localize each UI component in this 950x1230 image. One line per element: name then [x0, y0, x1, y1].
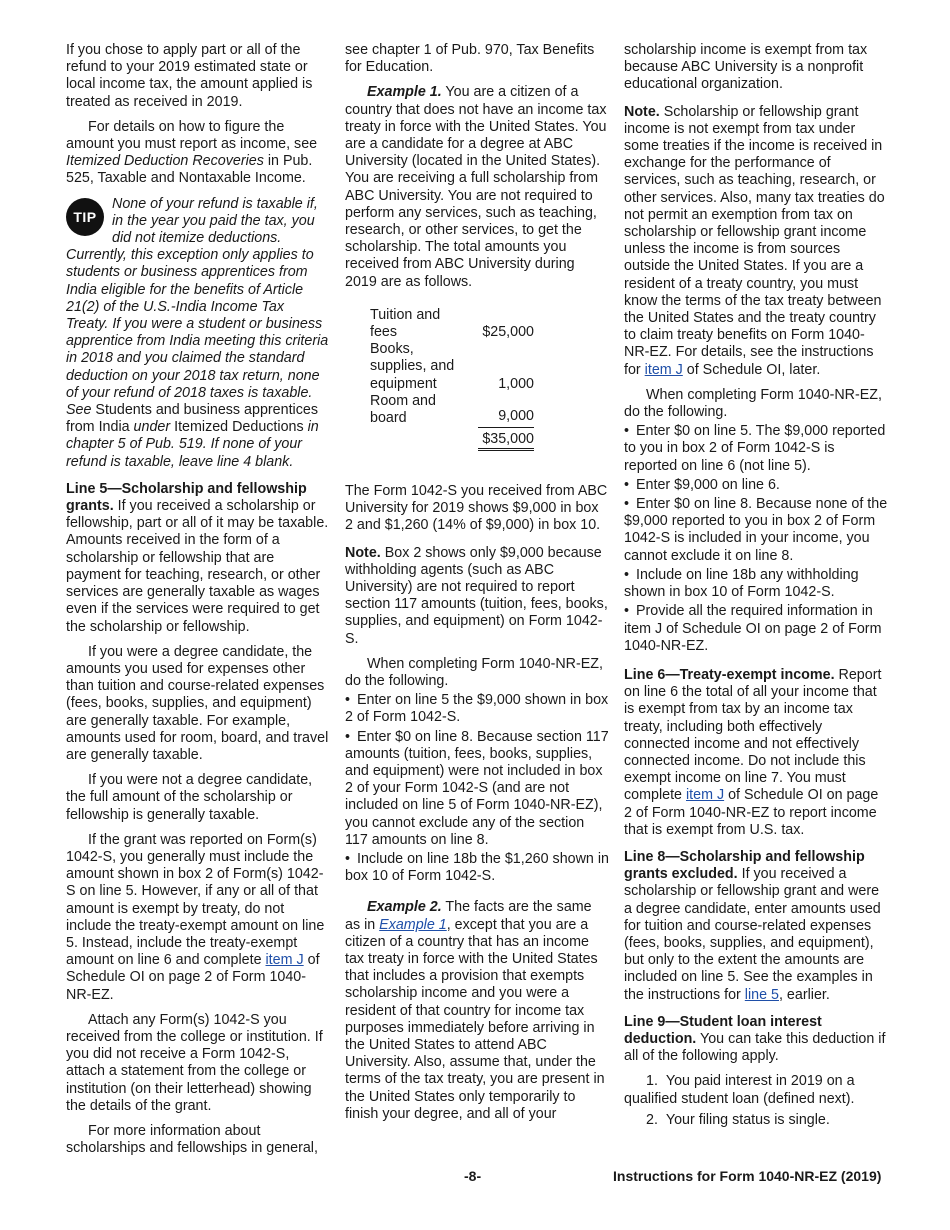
page-number: -8- — [464, 1168, 482, 1184]
form1042s-amounts-paragraph: The Form 1042-S you received from ABC University for 2019 shows $9,000 in box 2 and $1,260 (14% of $9,000) in box 10. — [345, 482, 608, 534]
treaty-note-paragraph: Note. Scholarship or fellowship grant income is not exempt from tax under some treaties if the income is received in exchange for the performance of services, such as teaching, research, or other services. Also, many tax treaties do not permit an exemption from tax on scholarship or fellowship grant income unless the income is from sources outside the United States. If you are a resident of a treaty country, you must know the terms of the tax treaty between the United States and the treaty country to claim treaty benefits on Form 1040-NR-EZ. For details, see the instructions for item J of Schedule OI, later. — [624, 103, 885, 378]
exempt-nonprofit-paragraph: scholarship income is exempt from tax because ABC University is a nonprofit educational organization. — [624, 42, 868, 93]
list-item: • Include on line 18b the $1,260 shown in box 10 of Form 1042-S. — [345, 851, 609, 885]
example2-label: Example 2. — [367, 899, 442, 916]
box2-note-paragraph: Note. Box 2 shows only $9,000 because withholding agents (such as ABC University) are not required to report section 117 amounts (tuition, fees, books, supplies, and equipment) on Form 1042-S. — [345, 544, 608, 647]
pub970-paragraph: see chapter 1 of Pub. 970, Tax Benefits for Education. — [345, 42, 595, 76]
item-j-link[interactable]: item J — [265, 952, 304, 969]
line6-section: Line 6—Treaty-exempt income. Report on line 6 the total of all your income that is exempt from tax by an income tax treaty, including both effectively connected income and not effectively connected income. Do not include this exempt income on line 7. You must complete item J of Schedule OI on page 2 of Form 1040-NR-EZ to report income that is exempt from U.S. tax. — [624, 666, 882, 838]
item-j-link[interactable]: item J — [685, 787, 725, 804]
table-total-row: $35,000 — [370, 427, 534, 449]
tip-icon: TIP — [66, 198, 104, 236]
tip-box: TIP None of your refund is taxable if, in the year you paid the tax, you did not itemize deductions. Currently, this exception only applies to students or business apprentices from India eligible for the benefits of Article 21(2) of the U.S.-India Income Tax Treaty. If you were a student or business apprentice from India meeting this criteria in 2018 and you claimed the standard deduction on your 2018 tax return, none of your refund of 2018 taxes is taxable. See Students and business apprentices from India under Itemized Deductions in chapter 5 of Pub. 519. If none of your refund is taxable, leave line 4 blank. — [66, 195, 329, 470]
list-item: • Provide all the required information in item J of Schedule OI on page 2 of Form 1040-NR-EZ. — [624, 603, 888, 655]
list-item: • Include on line 18b any withholding shown in box 10 of Form 1042-S. — [624, 567, 888, 601]
scholarship-amounts-table — [370, 307, 534, 451]
table-row: Tuition and fees $25,000 — [370, 306, 534, 341]
line8-section: Line 8—Scholarship and fellowship grants excluded. If you received a scholarship or fellowship grant and were a degree candidate, enter amounts used for tuition and course-related expenses (fees, books, supplies, and equipment), but only to the extent the amounts are included on line 5. See the examples in the instructions for line 5, earlier. — [624, 848, 881, 1003]
example2-paragraph: Example 2. The facts are the same as in Example 1, except that you are a citizen of a country that has an income tax treaty in force with the United States that includes a provision that exempts scholarship income and you were a resident of that country for income tax purposes immediately before arriving in the United States to attend ABC University. Also, assume that, under the terms of the tax treaty, you are present in the United States only temporarily to finish your degree, and all of your — [345, 899, 605, 1122]
line6-heading: Line 6—Treaty-exempt income. — [624, 666, 835, 683]
table-row: Room and board 9,000 — [370, 392, 534, 427]
line5-link[interactable]: line 5 — [744, 986, 779, 1003]
list-item: 2. Your filing status is single. — [646, 1111, 830, 1128]
grant-reported-paragraph: If the grant was reported on Form(s) 1042-S, you generally must include the amount shown in box 2 of Form(s) 1042-S on line 5. However, if any or all of that amount is exempt by treaty, do not include the treaty-exempt amount on line 5. Instead, include the treaty-exempt amount on line 6 and complete item J of Schedule OI on page 2 of Form 1040-NR-EZ. — [66, 831, 325, 1003]
line9-heading: Line 9—Student loan interest deduction. — [624, 1013, 822, 1047]
when-completing-paragraph: When completing Form 1040-NR-EZ, do the following. — [624, 386, 882, 421]
when-completing-paragraph: When completing Form 1040-NR-EZ, do the following. — [345, 655, 603, 689]
list-item: • Enter $9,000 on line 6. — [624, 477, 888, 494]
column-middle — [345, 42, 609, 1131]
note-label: Note. — [345, 544, 381, 561]
item-j-link[interactable]: item J — [644, 361, 683, 378]
table-row: Books, supplies, and equipment 1,000 — [370, 341, 534, 392]
attach-1042s-paragraph: Attach any Form(s) 1042-S you received from the college or institution. If you did not receive a Form 1042-S, attach a statement from the college or institution (on their letterhead) showing the details of the grant. — [66, 1011, 323, 1114]
footer-title: Instructions for Form 1040-NR-EZ (2019) — [613, 1168, 882, 1184]
degree-candidate-paragraph: If you were a degree candidate, the amounts you used for expenses other than tuition and course-related expenses (fees, books, supplies, and equipment) are generally taxable. For example, amounts used for room, board, and travel are generally taxable. — [66, 643, 329, 763]
example1-link[interactable]: Example 1 — [379, 916, 447, 933]
list-item: • Enter $0 on line 8. Because section 117 amounts (tuition, fees, books, supplies, and equipment) were not included in box 2 of your Form 1042-S (and are not included on line 5 of Form 1040-NR-EZ), you cannot exclude any of the section 117 amounts on line 8. — [345, 729, 609, 849]
note-label: Note. — [624, 103, 660, 120]
refund-applied-paragraph: If you chose to apply part or all of the refund to your 2019 estimated state or local income tax, the amount applied is treated as received in 2019. — [66, 42, 313, 110]
line5-section: Line 5—Scholarship and fellowship grants. If you received a scholarship or fellowship, part or all of it may be taxable. Amounts received in the form of a scholarship or fellowship that are payment for teaching, research, or other services are generally taxable as wages even if the services were required to get the scholarship or fellowship. — [66, 480, 329, 635]
list-item: 1. You paid interest in 2019 on a qualified student loan (defined next). — [624, 1073, 855, 1107]
example1-label: Example 1. — [367, 84, 442, 101]
recoveries-paragraph: For details on how to figure the amount you must report as income, see Itemized Deduction Recoveries in Pub. 525, Taxable and Nontaxable Income. — [66, 118, 318, 187]
example1-paragraph: Example 1. You are a citizen of a country that does not have an income tax treaty in force with the United States. You are a candidate for a degree at ABC University (located in the United States). You are receiving a full scholarship from ABC University. You are not required to perform any services, such as teaching, research, or other services, to get the scholarship. The total amounts you received from ABC University during 2019 are as follows. — [345, 84, 607, 290]
non-degree-paragraph: If you were not a degree candidate, the full amount of the scholarship or fellowship is generally taxable. — [66, 772, 313, 823]
list-item: • Enter on line 5 the $9,000 shown in box 2 of Form 1042-S. — [345, 692, 609, 726]
list-item: • Enter $0 on line 5. The $9,000 reported to you in box 2 of Form 1042-S is reported on line 6 (not line 5). — [624, 423, 888, 475]
column-right — [624, 42, 888, 1133]
line9-section: Line 9—Student loan interest deduction. You can take this deduction if all of the following apply. — [624, 1013, 886, 1065]
line5-heading: Line 5—Scholarship and fellowship grants. — [66, 480, 307, 515]
list-item: • Enter $0 on line 8. Because none of the $9,000 reported to you in box 2 of Form 1042-S is included in your income, you cannot exclude it on line 8. — [624, 496, 888, 565]
column-left — [66, 42, 330, 1165]
more-info-paragraph: For more information about scholarships and fellowships in general, — [66, 1122, 318, 1157]
line8-heading: Line 8—Scholarship and fellowship grants excluded. — [624, 848, 865, 883]
